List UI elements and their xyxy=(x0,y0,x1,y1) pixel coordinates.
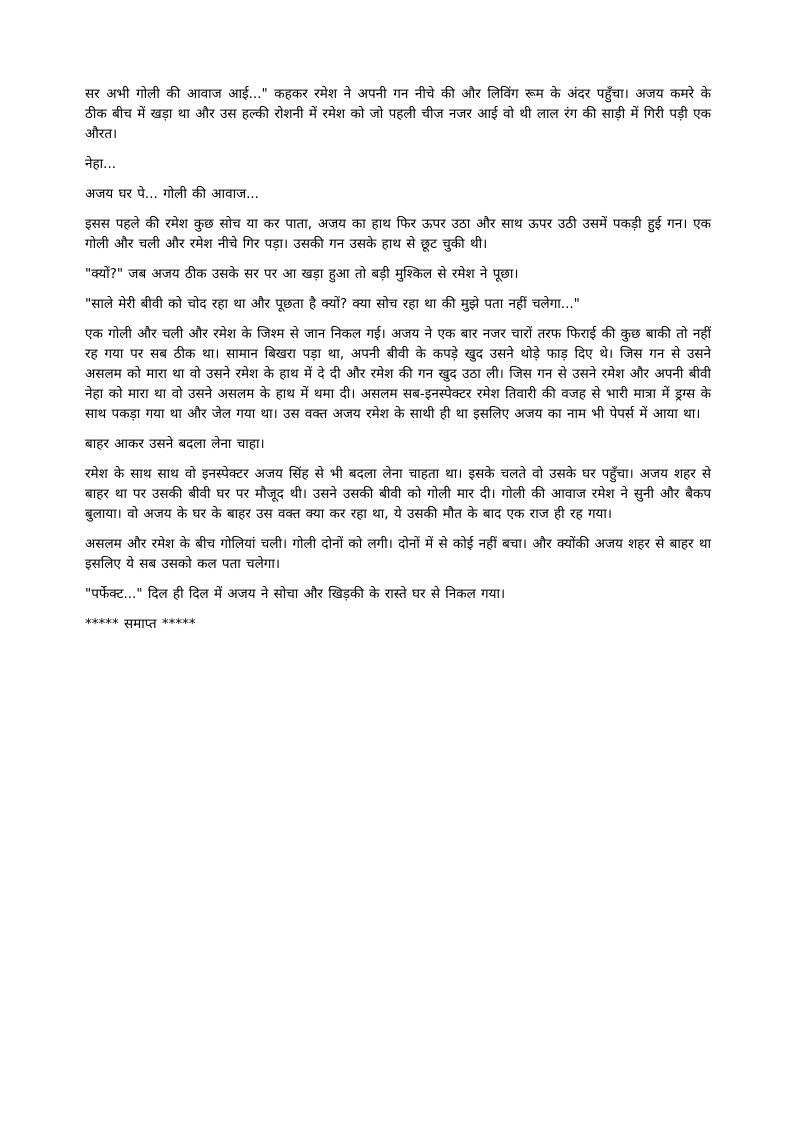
story-paragraph: नेहा... xyxy=(85,156,117,172)
story-paragraph: इसस पहले की रमेश कुछ सोच या कर पाता, अजय का हाथ फिर ऊपर उठा और साथ ऊपर उठी उसमें पकड़ी हुई गन। एक गोली और चली और रमेश नीचे गिर पड़ा। उसकी गन उसके हाथ से छूट चुकी थी। xyxy=(85,216,711,252)
story-paragraph: असलम और रमेश के बीच गोलियां चली। गोली दोनों को लगी। दोनों में से कोई नहीं बचा। और क्योंकी अजय शहर से बाहर था इसलिए ये सब उसको कल पता चलेगा। xyxy=(85,536,711,572)
story-paragraph: बाहर आकर उसने बदला लेना चाहा। xyxy=(85,436,265,452)
story-paragraph: "पर्फेक्ट..." दिल ही दिल में अजय ने सोचा और खिड़की के रास्ते घर से निकल गया। xyxy=(85,586,506,602)
end-marker: ***** समाप्त ***** xyxy=(85,616,196,632)
story-paragraph: अजय घर पे... गोली की आवाज... xyxy=(85,186,259,202)
story-paragraph: एक गोली और चली और रमेश के जिश्म से जान निकल गई। अजय ने एक बार नजर चारों तरफ फिराई की कुछ बाकी तो नहीं रह गया पर सब ठीक था। सामान बिखरा पड़ा था, अपनी बीवी के कपड़े खुद उसने थोड़े फाड़ दिए थे। जिस गन से उसने असलम को मारा था वो उसने रमेश के हाथ में दे दी और रमेश की गन खुद उठा ली। जिस गन से उसने रमेश और अपनी बीवी नेहा को मारा था वो उसने असलम के हाथ में थमा दी। असलम सब-इनस्पेक्टर रमेश तिवारी की वजह से भारी मात्रा में ड्रग्स के साथ पकड़ा गया था और जेल गया था। उस वक्त अजय रमेश के साथी ही था इसलिए अजय का नाम भी पेपर्स में आया था। xyxy=(85,326,711,422)
story-paragraph: सर अभी गोली की आवाज आई..." कहकर रमेश ने अपनी गन नीचे की और लिविंग रूम के अंदर पहुँचा। अजय कमरे के ठीक बीच में खड़ा था और उस हल्की रोशनी में रमेश को जो पहली चीज नजर आई वो थी लाल रंग की साड़ी में गिरी पड़ी एक औरत। xyxy=(85,86,711,142)
story-paragraph: "साले मेरी बीवी को चोद रहा था और पूछता है क्यों? क्या सोच रहा था की मुझे पता नहीं चलेगा..." xyxy=(85,296,580,312)
story-paragraph: "क्यों?" जब अजय ठीक उसके सर पर आ खड़ा हुआ तो बड़ी मुश्किल से रमेश ने पूछा। xyxy=(85,266,519,282)
story-paragraph: रमेश के साथ साथ वो इनस्पेक्टर अजय सिंह से भी बदला लेना चाहता था। इसके चलते वो उसके घर पहुँचा। अजय शहर से बाहर था पर उसकी बीवी घर पर मौजूद थी। उसने उसकी बीवी को गोली मार दी। गोली की आवाज रमेश ने सुनी और बैकप बुलाया। वो अजय के घर के बाहर उस वक्त क्या कर रहा था, ये उसकी मौत के बाद एक राज ही रह गया। xyxy=(85,466,711,522)
